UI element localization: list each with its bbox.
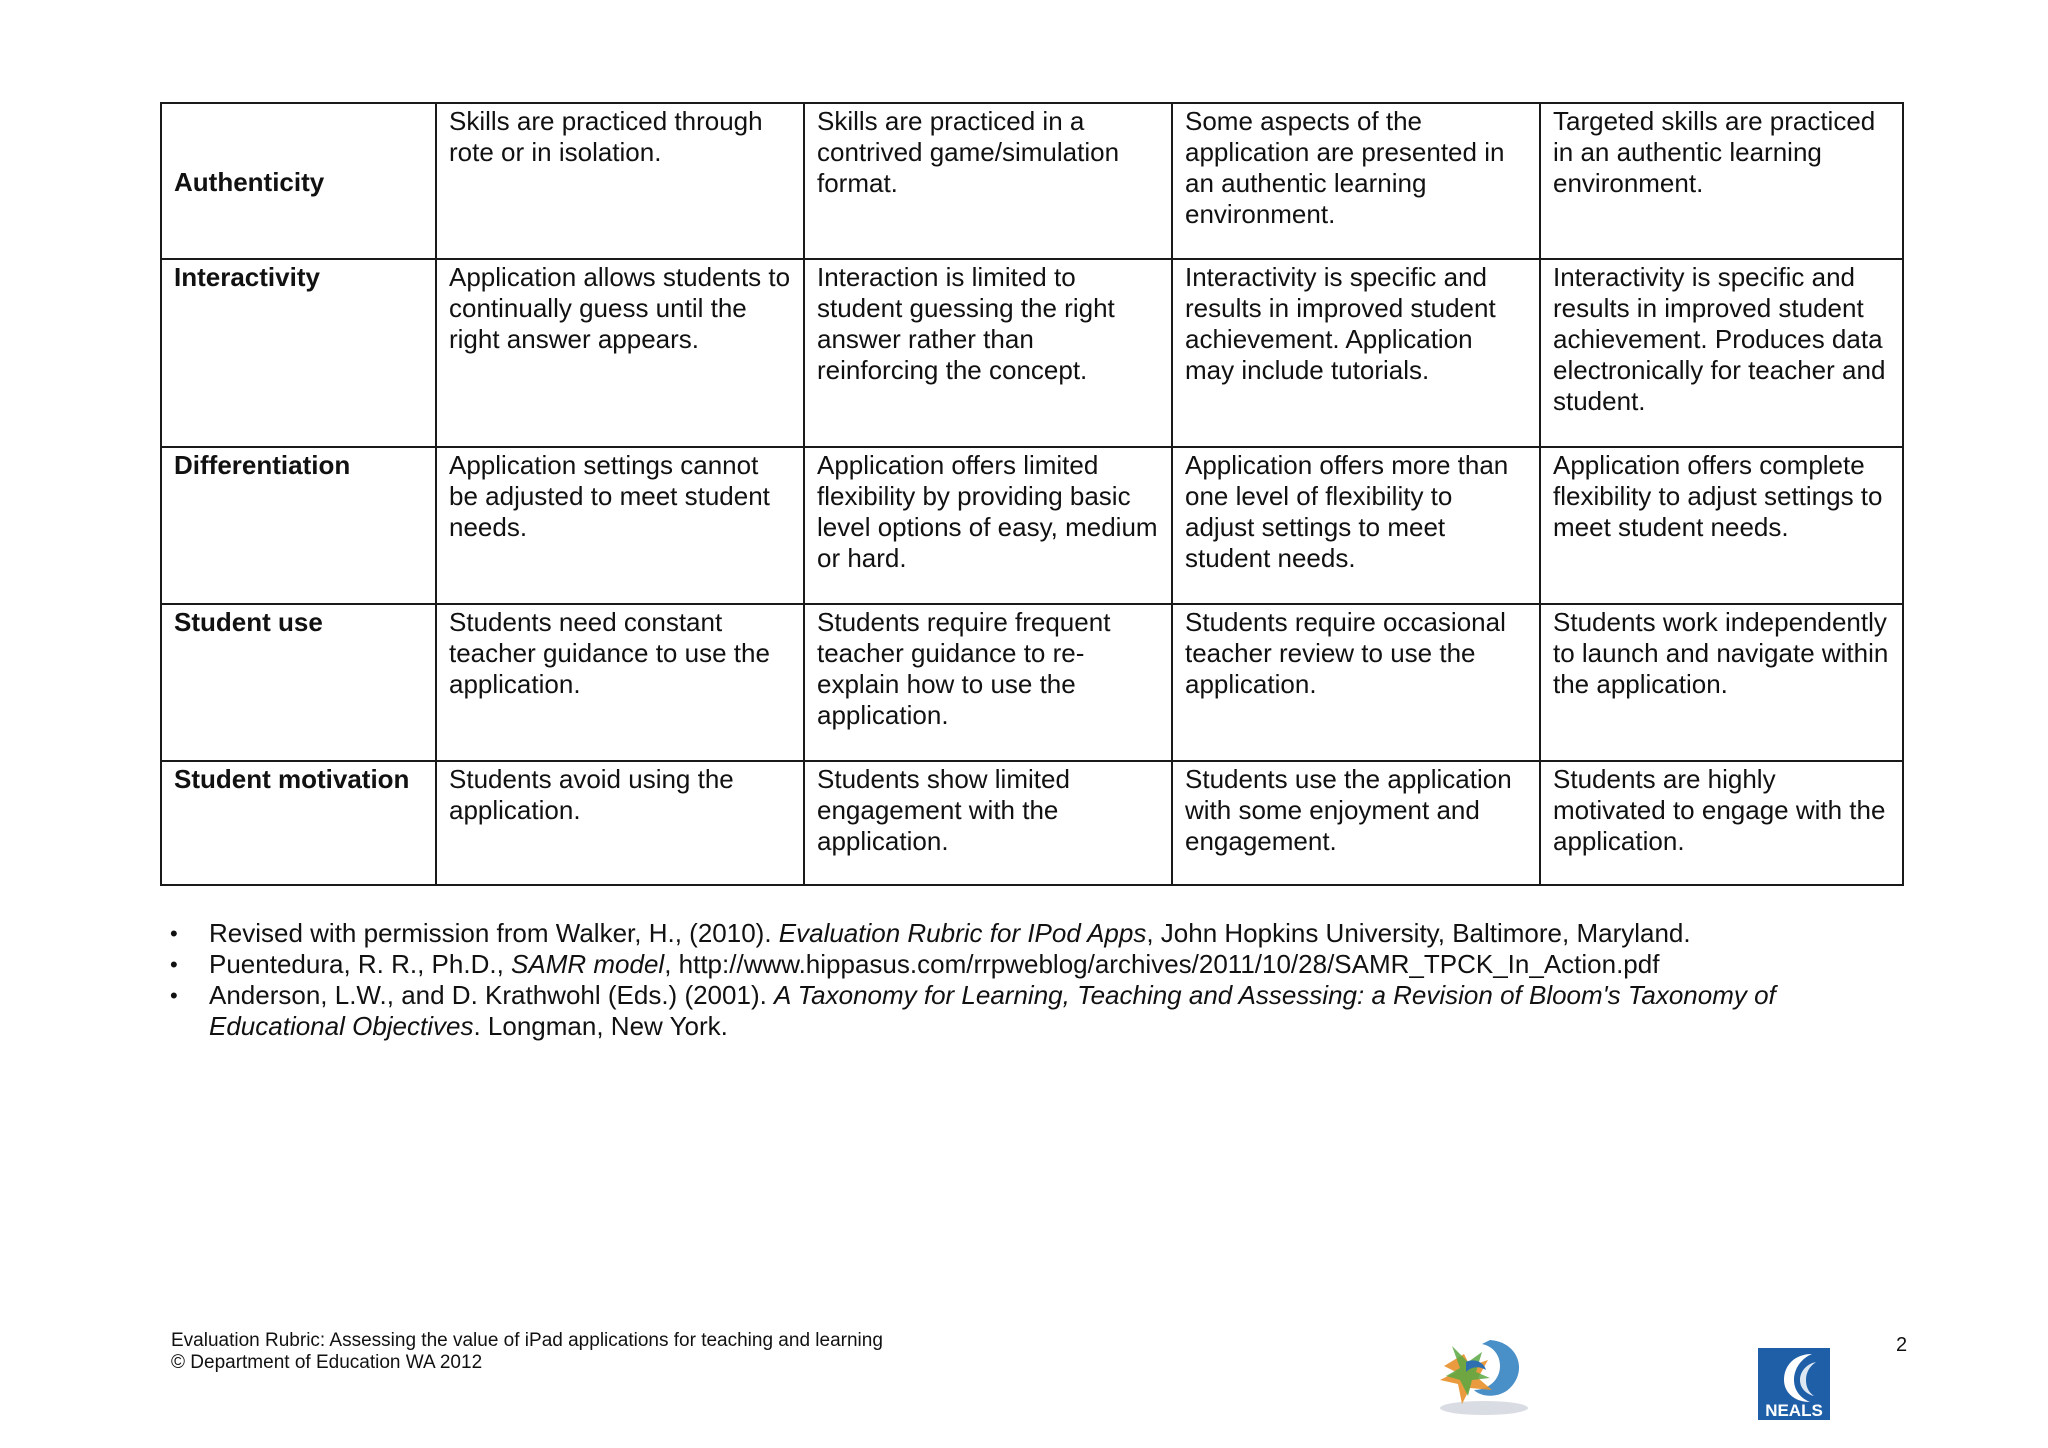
rubric-row-interactivity	[161, 259, 1903, 447]
reference-title: SAMR model	[511, 949, 665, 979]
reference-item	[170, 949, 1910, 980]
rubric-row-student-motivation	[161, 761, 1903, 885]
reference-link[interactable]: , http://www.hippasus.com/rrpweblog/archives/2011/10/28/SAMR_TPCK_In_Action.pdf	[664, 949, 1660, 979]
rubric-cell: Students need constant teacher guidance to use the application.	[436, 604, 804, 761]
rubric-row-differentiation	[161, 447, 1903, 604]
references-list	[170, 918, 1910, 1042]
criterion-cell: Differentiation	[161, 447, 436, 604]
criterion-cell: Interactivity	[161, 259, 436, 447]
rubric-cell: Some aspects of the application are presented in an authentic learning environment.	[1172, 103, 1540, 259]
bullet-icon: •	[170, 921, 178, 946]
rubric-cell: Students require occasional teacher review to use the application.	[1172, 604, 1540, 761]
rubric-cell: Application offers limited flexibility by providing basic level options of easy, medium or hard.	[804, 447, 1172, 604]
rubric-row-authenticity	[161, 103, 1903, 259]
rubric-cell: Students show limited engagement with the application.	[804, 761, 1172, 885]
page-footer	[171, 1330, 883, 1374]
reference-text: . Longman, New York.	[473, 1011, 728, 1041]
criterion-cell: Student motivation	[161, 761, 436, 885]
neals-logo-icon	[1758, 1348, 1830, 1420]
rubric-cell: Interaction is limited to student guessing the right answer rather than reinforcing the concept.	[804, 259, 1172, 447]
rubric-cell: Students use the application with some enjoyment and engagement.	[1172, 761, 1540, 885]
rubric-cell: Targeted skills are practiced in an authentic learning environment.	[1540, 103, 1903, 259]
rubric-cell: Students are highly motivated to engage with the application.	[1540, 761, 1903, 885]
reference-item	[170, 918, 1910, 949]
criterion-cell: Student use	[161, 604, 436, 761]
rubric-cell: Skills are practiced through rote or in isolation.	[436, 103, 804, 259]
rubric-cell: Skills are practiced in a contrived game/simulation format.	[804, 103, 1172, 259]
reference-title: A Taxonomy for Learning, Teaching and Assessing: a Revision of Bloom's Taxonomy of Educational Objectives	[209, 980, 1776, 1041]
reference-title: Evaluation Rubric for IPod Apps	[778, 918, 1147, 948]
footer-document-title: Evaluation Rubric: Assessing the value of iPad applications for teaching and learning	[171, 1330, 883, 1351]
footer-copyright: © Department of Education WA 2012	[171, 1352, 483, 1373]
rubric-cell: Application offers more than one level of flexibility to adjust settings to meet student needs.	[1172, 447, 1540, 604]
evaluation-rubric-table	[160, 102, 1904, 886]
neals-logo-text: NEALS	[1765, 1401, 1823, 1420]
reference-text: Puentedura, R. R., Ph.D.,	[209, 949, 512, 979]
reference-text: Revised with permission from Walker, H., (2010).	[209, 918, 779, 948]
rubric-cell: Students avoid using the application.	[436, 761, 804, 885]
bullet-icon: •	[170, 983, 178, 1008]
reference-text: Anderson, L.W., and D. Krathwohl (Eds.) (2001).	[209, 980, 775, 1010]
bullet-icon: •	[170, 952, 178, 977]
rubric-cell: Application offers complete flexibility to adjust settings to meet student needs.	[1540, 447, 1903, 604]
colorful-swirl-logo-icon	[1430, 1332, 1534, 1418]
criterion-cell: Authenticity	[161, 103, 436, 259]
rubric-row-student-use	[161, 604, 1903, 761]
rubric-cell: Interactivity is specific and results in improved student achievement. Produces data electronically for teacher and student.	[1540, 259, 1903, 447]
reference-text: , John Hopkins University, Baltimore, Maryland.	[1146, 918, 1691, 948]
rubric-cell: Interactivity is specific and results in improved student achievement. Application may include tutorials.	[1172, 259, 1540, 447]
rubric-cell: Application allows students to continually guess until the right answer appears.	[436, 259, 804, 447]
page-number: 2	[1896, 1334, 1908, 1356]
reference-item	[170, 980, 1910, 1042]
rubric-cell: Students require frequent teacher guidance to re-explain how to use the application.	[804, 604, 1172, 761]
rubric-cell: Students work independently to launch and navigate within the application.	[1540, 604, 1903, 761]
rubric-cell: Application settings cannot be adjusted to meet student needs.	[436, 447, 804, 604]
